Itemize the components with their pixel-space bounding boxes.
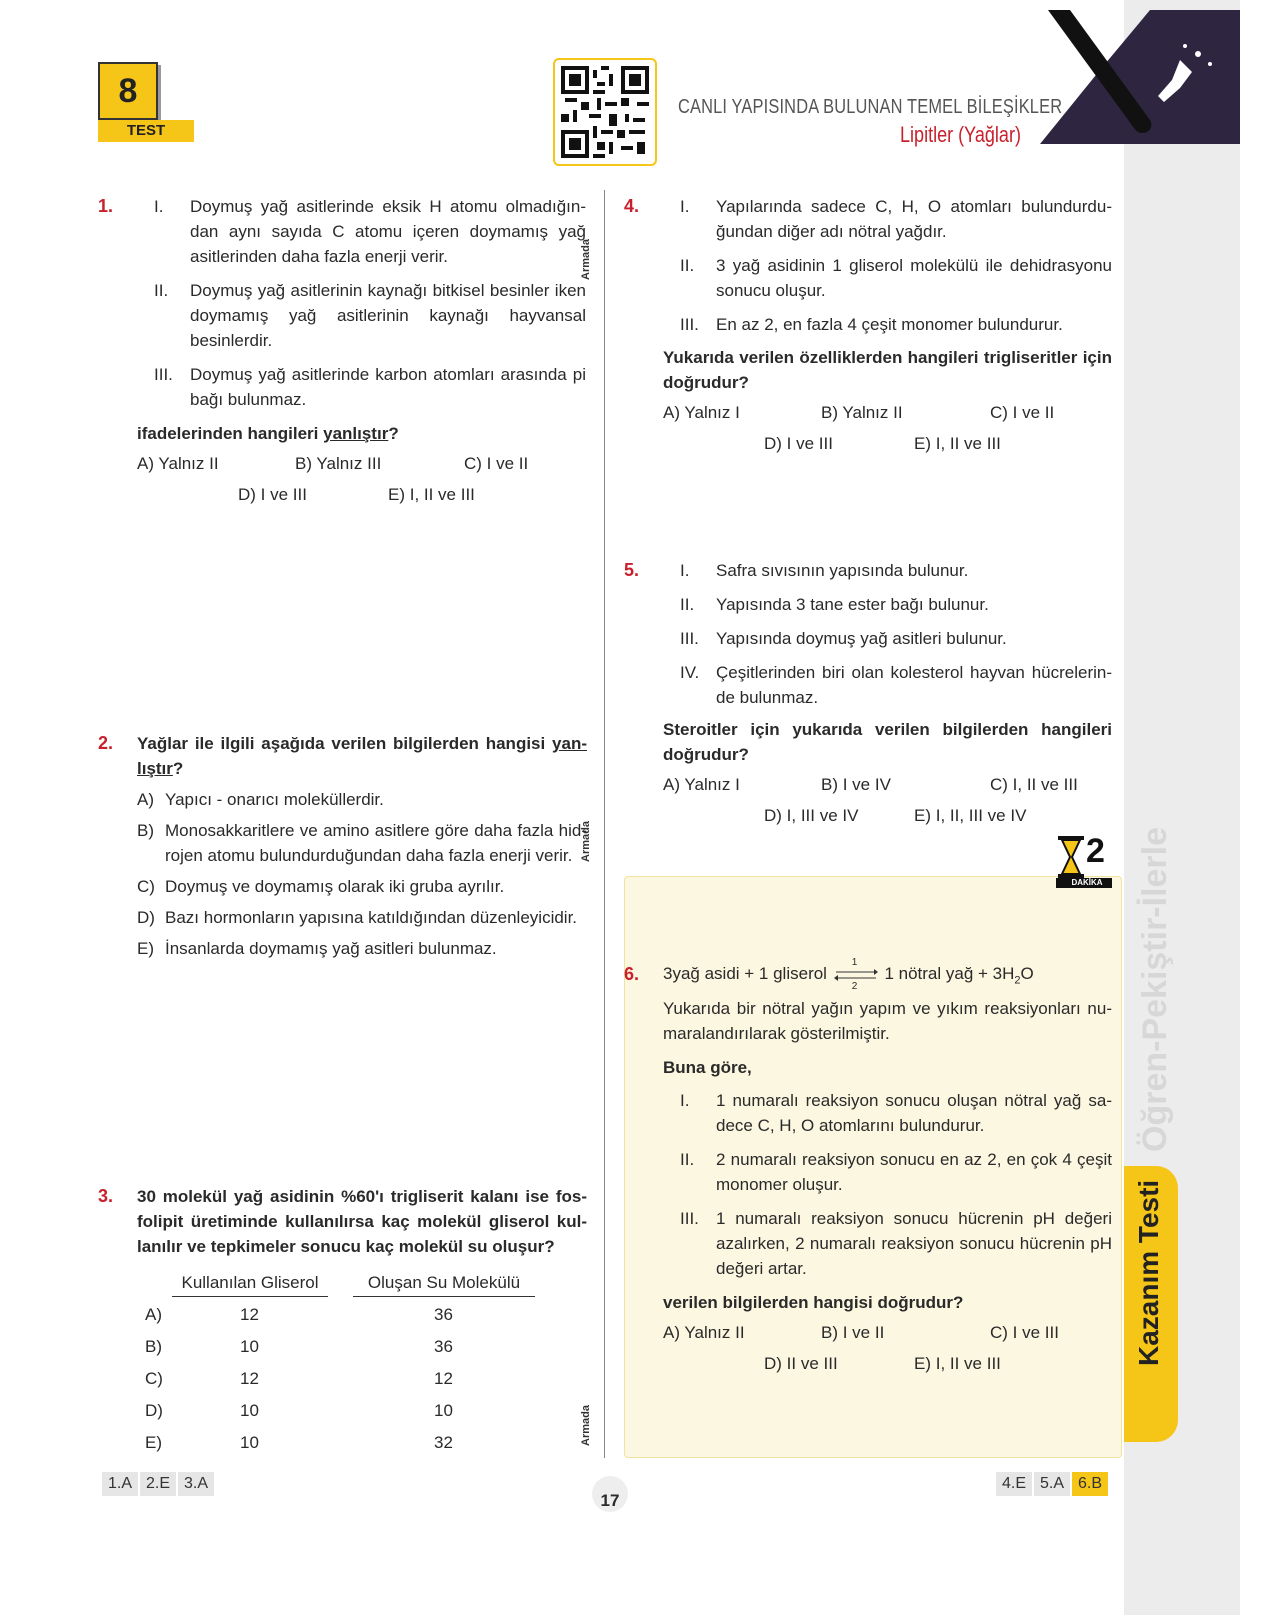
statement: II. Yapısında 3 tane ester bağı bulunur. xyxy=(680,595,989,614)
answer-chip: 2.E xyxy=(140,1472,176,1496)
option-a[interactable]: A) Yapıcı - onarıcı moleküllerdir. xyxy=(137,790,384,809)
question-6-items xyxy=(680,1088,1112,1281)
question-number: 5. xyxy=(624,560,640,580)
option-c[interactable]: C) I ve II xyxy=(990,403,1055,422)
answer-chip-highlighted: 6.B xyxy=(1072,1472,1108,1496)
statement: III. 1 numaralı reaksiyon sonucu hücrenin pH değeri azalırken, 2 numaralı reaksiyon sonucu hücrenin pH değeri artar. xyxy=(680,1209,1112,1278)
statement: I. Yapılarında sadece C, H, O atomları bulundurdu-ğundan diğer adı nötral yağdır. xyxy=(680,197,1112,241)
reaction-equation xyxy=(663,956,1034,992)
answer-chip: 1.A xyxy=(102,1472,138,1496)
option-c[interactable]: C) I ve III xyxy=(990,1323,1059,1342)
option-b[interactable]: B) Monosakkaritlere ve amino asitlere göre daha fazla hid-rojen atomu bulundurduğundan daha fazla enerji verir. xyxy=(137,821,587,865)
answer-chip: 4.E xyxy=(996,1472,1032,1496)
statement: III. En az 2, en fazla 4 çeşit monomer bulundurur. xyxy=(680,315,1063,334)
question-stem: ifadelerinden hangileri yanlıştır? xyxy=(137,424,399,443)
equilibrium-arrow-icon xyxy=(834,969,878,981)
statement: III. Doymuş yağ asitlerinde karbon atomları arasında pi bağı bulunmaz. xyxy=(154,365,586,409)
option-a[interactable]: A) Yalnız I xyxy=(663,775,740,794)
option-e[interactable]: E) I, II ve III xyxy=(388,485,475,504)
option-e[interactable]: E) I, II ve III xyxy=(914,1354,1001,1373)
arrow-label-reverse: 2 xyxy=(851,980,858,992)
timer-label: DAKİKA xyxy=(1071,878,1103,887)
option-c[interactable]: C) I, II ve III xyxy=(990,775,1078,794)
option-b[interactable]: B) I ve II xyxy=(821,1323,885,1342)
question-lead: Buna göre, xyxy=(663,1058,752,1077)
question-number: 4. xyxy=(624,196,640,216)
qr-code-icon xyxy=(561,66,649,158)
arrow-label-forward: 1 xyxy=(851,956,858,968)
question-1-items xyxy=(154,194,586,412)
answer-chip: 5.A xyxy=(1034,1472,1070,1496)
page-subtitle: Lipitler (Yağlar) xyxy=(900,122,1021,147)
option-b[interactable]: B) I ve IV xyxy=(821,775,891,794)
statement: I. Safra sıvısının yapısında bulunur. xyxy=(680,561,969,580)
answer-key-left xyxy=(102,1472,216,1496)
statement: II. Doymuş yağ asitlerinin kaynağı bitkisel besinler iken doymamış yağ asitlerinin kaynağı hayvansal besinlerdir. xyxy=(154,281,586,350)
option-d[interactable]: D) I, III ve IV xyxy=(764,806,859,825)
question-stem: verilen bilgilerden hangisi doğrudur? xyxy=(663,1293,964,1312)
option-a[interactable]: A) Yalnız II xyxy=(137,454,219,473)
option-c[interactable]: C) Doymuş ve doymamış olarak iki gruba ayrılır. xyxy=(137,877,505,896)
option-d[interactable]: D) I ve III xyxy=(238,485,307,504)
answer-table xyxy=(145,1305,545,1465)
question-description: Yukarıda bir nötral yağın yapım ve yıkım reaksiyonları nu-maralandırılarak gösterilmiştir. xyxy=(663,999,1112,1043)
option-d[interactable]: D) Bazı hormonların yapısına katıldığından düzenleyicidir. xyxy=(137,908,578,927)
side-tab-text: Kazanım Testi xyxy=(1133,1179,1164,1366)
option-b[interactable]: B) Yalnız II xyxy=(821,403,903,422)
option-e[interactable]: E) I, II, III ve IV xyxy=(914,806,1027,825)
watermark: Armada xyxy=(580,1405,592,1446)
corner-rocket-graphic xyxy=(1040,10,1240,144)
question-5-items xyxy=(680,558,1112,710)
side-vertical-text: Öğren-Pekiştir-İlerle xyxy=(1136,826,1174,1152)
statement: I. Doymuş yağ asitlerinde eksik H atomu olmadığın-dan aynı sayıda C atomu içeren doymamış yağ asitlerinden daha fazla enerji verir. xyxy=(154,197,586,266)
watermark: Armada xyxy=(580,239,592,280)
table-row[interactable]: B) 10 36 xyxy=(145,1337,453,1356)
statement: III. Yapısında doymuş yağ asitleri bulunur. xyxy=(680,629,1007,648)
table-row[interactable]: E) 10 32 xyxy=(145,1433,453,1452)
equilibrium-arrow xyxy=(832,956,880,992)
table-row[interactable]: C) 12 12 xyxy=(145,1369,453,1388)
question-stem: Yukarıda verilen özelliklerden hangileri trigliseritler için doğrudur? xyxy=(663,348,1112,392)
question-stem: 30 molekül yağ asidinin %60'ı trigliserit kalanı ise fos-folipit üretiminde kullanılırsa kaç molekül gliserol kul-lanılır ve tepkimeler sonucu kaç molekül su oluşur? xyxy=(137,1187,587,1256)
statement: II. 2 numaralı reaksiyon sonucu en az 2, en çok 4 çeşit monomer oluşur. xyxy=(680,1150,1112,1194)
table-header-glycerol: Kullanılan Gliserol xyxy=(172,1273,328,1297)
statement: IV. Çeşitlerinden biri olan kolesterol hayvan hücrelerin-de bulunmaz. xyxy=(680,663,1112,707)
test-number-badge: 8 xyxy=(98,62,158,120)
answer-key-right xyxy=(996,1472,1110,1496)
column-divider xyxy=(604,190,605,1458)
option-a[interactable]: A) Yalnız I xyxy=(663,403,740,422)
option-e[interactable]: E) I, II ve III xyxy=(914,434,1001,453)
question-2-options xyxy=(137,787,587,961)
page-title: CANLI YAPISINDA BULUNAN TEMEL BİLEŞİKLER xyxy=(678,96,1063,118)
timer-minutes: 2 xyxy=(1086,832,1105,870)
qr-code[interactable] xyxy=(553,58,657,166)
question-stem: Steroitler için yukarıda verilen bilgilerden hangileri doğrudur? xyxy=(663,720,1112,764)
test-label: TEST xyxy=(98,120,194,142)
table-row[interactable]: A) 12 36 xyxy=(145,1305,453,1324)
equation-left: 3yağ asidi + 1 gliserol xyxy=(663,964,827,983)
table-header-water: Oluşan Su Molekülü xyxy=(353,1273,535,1297)
question-4-items xyxy=(680,194,1112,337)
answer-chip: 3.A xyxy=(178,1472,214,1496)
watermark: Armada xyxy=(580,821,592,862)
option-a[interactable]: A) Yalnız II xyxy=(663,1323,745,1342)
question-number: 1. xyxy=(98,196,114,216)
timer-badge xyxy=(1056,834,1112,888)
question-stem: Yağlar ile ilgili aşağıda verilen bilgilerden hangisi yan-lıştır? xyxy=(137,734,587,778)
equation-right: 1 nötral yağ + $3H_2O$ xyxy=(884,964,1034,987)
question-number: 6. xyxy=(624,964,640,984)
page-number: 17 xyxy=(592,1476,628,1512)
question-number: 2. xyxy=(98,733,114,753)
option-d[interactable]: D) II ve III xyxy=(764,1354,838,1373)
option-c[interactable]: C) I ve II xyxy=(464,454,529,473)
table-row[interactable]: D) 10 10 xyxy=(145,1401,453,1420)
option-b[interactable]: B) Yalnız III xyxy=(295,454,382,473)
question-number: 3. xyxy=(98,1186,114,1206)
statement: I. 1 numaralı reaksiyon sonucu oluşan nötral yağ sa-dece C, H, O atomlarını bulundurur. xyxy=(680,1091,1112,1135)
option-e[interactable]: E) İnsanlarda doymamış yağ asitleri bulunmaz. xyxy=(137,939,497,958)
statement: II. 3 yağ asidinin 1 gliserol molekülü ile dehidrasyonu sonucu oluşur. xyxy=(680,256,1112,300)
option-d[interactable]: D) I ve III xyxy=(764,434,833,453)
